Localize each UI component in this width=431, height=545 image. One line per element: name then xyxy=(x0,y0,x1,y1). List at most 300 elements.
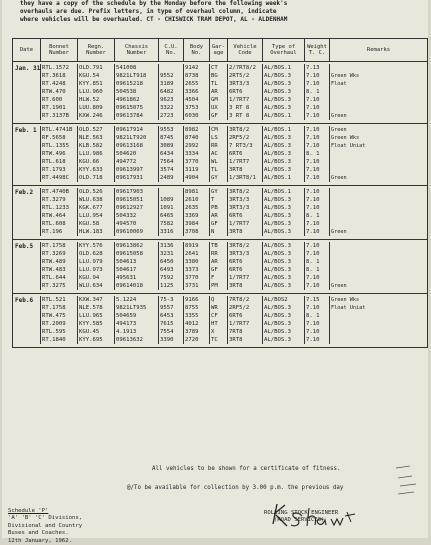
remarks-column xyxy=(330,296,427,344)
remarks-cell xyxy=(330,188,427,196)
weight-cell: 7.10 xyxy=(306,189,320,195)
overhaul-column xyxy=(263,64,305,120)
regn-cell: NLE.563 xyxy=(79,135,103,141)
body-cell: 8755 xyxy=(185,305,199,311)
body-cell: 3369 xyxy=(185,213,199,219)
remarks-cell xyxy=(330,250,427,258)
bonnet-column xyxy=(41,126,78,182)
handwritten-mark-icon xyxy=(390,462,428,506)
weight-cell: 7.10 xyxy=(306,73,320,79)
regn-cell: OLD.718 xyxy=(79,175,103,181)
cu-cell: 9557 xyxy=(160,305,174,311)
date-group xyxy=(13,240,427,294)
body-column xyxy=(184,188,210,236)
code-cell: 6RT6 xyxy=(229,313,243,319)
signature-title: ROLLING STOCK ENGINEER xyxy=(264,510,339,516)
chassis-cell: 504620 xyxy=(116,151,137,157)
code-cell: 1/7RT7 xyxy=(229,97,250,103)
chassis-cell: 504332 xyxy=(116,213,137,219)
regn-cell: HLW.183 xyxy=(79,229,103,235)
fitness-note: All vehicles to be shown for a certificate of fitness. xyxy=(152,466,341,472)
bonnet-cell: RTL.595 xyxy=(42,329,66,335)
cu-cell: 3231 xyxy=(160,251,174,257)
bonnet-cell: RT.1758 xyxy=(42,305,66,311)
remarks-cell xyxy=(330,320,427,328)
garage-cell: UX xyxy=(211,105,218,111)
remarks-cell xyxy=(330,220,427,228)
schedule-line: 12th January, 1962. xyxy=(8,537,72,544)
bonnet-cell: RTL.521 xyxy=(42,297,66,303)
remarks-cell: Green Wks xyxy=(331,297,360,303)
regn-cell: KYY.695 xyxy=(79,337,103,343)
overhaul-cell: AL/BOS.3 xyxy=(264,143,291,149)
chassis-cell: 09617903 xyxy=(116,189,143,195)
intro-text xyxy=(20,0,410,24)
garage-cell: Q xyxy=(211,297,215,303)
body-cell: 4504 xyxy=(185,97,199,103)
cu-cell: 3189 xyxy=(160,81,174,87)
remarks-column xyxy=(330,126,427,182)
garage-column xyxy=(210,242,228,290)
overhaul-cell: AL/BOS.3 xyxy=(264,81,291,87)
header-weight: Weight T. C. xyxy=(305,39,330,61)
garage-cell: GM xyxy=(211,97,218,103)
header-chassis: Chassis Number xyxy=(115,39,159,61)
garage-cell: WR xyxy=(211,305,218,311)
weight-cell: 8. 1 xyxy=(306,213,320,219)
bonnet-cell: RTL.4741B xyxy=(42,127,73,133)
date-cell xyxy=(13,188,41,236)
chassis-cell: 09613168 xyxy=(116,143,143,149)
weight-cell: 7.10 xyxy=(306,197,320,203)
code-cell: 3RT3/3 xyxy=(229,81,250,87)
overhaul-schedule-table xyxy=(12,38,428,348)
body-cell: 3731 xyxy=(185,283,199,289)
garage-cell: N xyxy=(211,229,215,235)
garage-cell: GF xyxy=(211,221,218,227)
chassis-cell: 504613 xyxy=(116,259,137,265)
overhaul-cell: AL/BOS.3 xyxy=(264,251,291,257)
garage-cell: TC xyxy=(211,337,218,343)
regn-cell: HLW.52 xyxy=(79,97,100,103)
overhaul-cell: AL/BOS.3 xyxy=(264,243,291,249)
regn-column xyxy=(78,296,115,344)
date-label: Feb.5 xyxy=(15,243,34,250)
weight-column xyxy=(305,126,330,182)
code-cell: 3RT8 xyxy=(229,167,243,173)
code-column xyxy=(228,242,263,290)
regn-cell: KXW.347 xyxy=(79,297,103,303)
header-remarks: Remarks xyxy=(366,46,391,53)
cu-cell: 2489 xyxy=(160,175,174,181)
remarks-cell xyxy=(330,88,427,96)
body-cell: 9166 xyxy=(185,297,199,303)
chassis-column xyxy=(115,188,159,236)
overhaul-cell: AL/BOS.3 xyxy=(264,283,291,289)
chassis-cell: 09615218 xyxy=(116,81,143,87)
weight-column xyxy=(305,296,330,344)
cu-cell: 7615 xyxy=(160,321,174,327)
schedule-line: Schedule 'P' xyxy=(8,508,49,514)
garage-cell: CT xyxy=(211,65,218,71)
chassis-cell: 5.1224 xyxy=(116,297,137,303)
remarks-cell xyxy=(330,328,427,336)
body-cell: 3789 xyxy=(185,329,199,335)
remarks-cell xyxy=(330,104,427,112)
remarks-cell xyxy=(330,274,427,282)
garage-cell: AR xyxy=(211,213,218,219)
regn-cell: LLU.965 xyxy=(79,313,103,319)
weight-cell: 7.10 xyxy=(306,159,320,165)
overhaul-cell: AL/BOS.3 xyxy=(264,305,291,311)
weight-cell: 7.10 xyxy=(306,175,320,181)
date-cell xyxy=(13,242,41,290)
overhaul-cell: AL/BOS.3 xyxy=(264,259,291,265)
remarks-cell xyxy=(330,196,427,204)
code-cell: 7RT8/2 xyxy=(229,297,250,303)
code-cell: 3RT8 xyxy=(229,229,243,235)
code-cell: 1/7RT7 xyxy=(229,321,250,327)
cu-cell: 3574 xyxy=(160,167,174,173)
remarks-cell: Float xyxy=(331,81,347,87)
weight-cell: 7.10 xyxy=(306,229,320,235)
cu-cell: 7564 xyxy=(160,159,174,165)
weight-cell: 7.10 xyxy=(306,105,320,111)
code-column xyxy=(228,126,263,182)
body-cell: 8919 xyxy=(185,243,199,249)
overhaul-cell: AL/BOS.3 xyxy=(264,159,291,165)
bonnet-column xyxy=(41,64,78,120)
body-cell: 3708 xyxy=(185,229,199,235)
weight-cell: 7.10 xyxy=(306,329,320,335)
intro-line: overhauls are due. Prefix letters, in type of overhaul column, indicate xyxy=(20,8,277,15)
overhaul-cell: AL/BOS.3 xyxy=(264,89,291,95)
regn-cell: KLB.582 xyxy=(79,143,103,149)
regn-cell: KGU.45 xyxy=(79,329,100,335)
date-cell xyxy=(13,64,41,120)
date-group xyxy=(13,124,427,186)
cu-cell: 3136 xyxy=(160,243,174,249)
regn-cell: OLD.628 xyxy=(79,251,103,257)
chassis-cell: 9821LT918 xyxy=(116,73,147,79)
code-cell: 3RT3/3 xyxy=(229,205,250,211)
signature-dept: (ROAD SERVICES) xyxy=(274,517,325,523)
body-cell: 8740 xyxy=(185,135,199,141)
chassis-column xyxy=(115,242,159,290)
code-cell: 3 RT 8 xyxy=(229,113,250,119)
chassis-cell: 09612927 xyxy=(116,205,143,211)
weight-cell: 7.13 xyxy=(306,65,320,71)
regn-cell: KYY.851 xyxy=(79,81,103,87)
code-cell: 7 RT3/3 xyxy=(229,143,253,149)
chassis-cell: 504538 xyxy=(116,89,137,95)
date-group xyxy=(13,62,427,124)
chassis-cell: 09614018 xyxy=(116,283,143,289)
regn-cell: KGU.58 xyxy=(79,221,100,227)
remarks-column xyxy=(330,242,427,290)
code-cell: 1/3RT8/1 xyxy=(229,175,256,181)
overhaul-cell: AL/BOS.3 xyxy=(264,229,291,235)
garage-cell: AR xyxy=(211,89,218,95)
weight-cell: 8. 1 xyxy=(306,151,320,157)
body-column xyxy=(184,126,210,182)
chassis-cell: 09610069 xyxy=(116,229,143,235)
remarks-column xyxy=(330,64,427,120)
remarks-cell: Green xyxy=(331,127,347,133)
body-cell: 3366 xyxy=(185,89,199,95)
garage-cell: LS xyxy=(211,135,218,141)
cu-column xyxy=(159,126,184,182)
chassis-cell: 09617914 xyxy=(116,127,143,133)
regn-column xyxy=(78,242,115,290)
overhaul-cell: AL/BOS.3 xyxy=(264,267,291,273)
overhaul-cell: AL/BOS.3 xyxy=(264,313,291,319)
garage-cell: RR xyxy=(211,143,218,149)
header-code: Vehicle Code xyxy=(228,39,263,61)
body-cell: 8738 xyxy=(185,73,199,79)
cu-cell: 75-3 xyxy=(160,297,174,303)
weight-column xyxy=(305,242,330,290)
overhaul-column xyxy=(263,242,305,290)
weight-cell: 8. 1 xyxy=(306,267,320,273)
weight-cell: 7.10 xyxy=(306,283,320,289)
code-cell: 1/7RT7 xyxy=(229,159,250,165)
header-body: Body No. xyxy=(184,39,210,61)
header-regn: Regn. Number xyxy=(78,39,115,61)
regn-column xyxy=(78,64,115,120)
regn-cell: LLU.954 xyxy=(79,213,103,219)
overhaul-cell: AL/BOS.3 xyxy=(264,213,291,219)
overhaul-column xyxy=(263,126,305,182)
bonnet-cell: RT.3137B xyxy=(42,113,69,119)
garage-cell: X xyxy=(211,329,215,335)
code-cell: 6RT6 xyxy=(229,151,243,157)
body-cell: 6030 xyxy=(185,113,199,119)
remarks-cell xyxy=(330,242,427,250)
intro-line: they have a copy of the schedule by the Monday before the following week's xyxy=(20,0,288,7)
chassis-column xyxy=(115,64,159,120)
cu-column xyxy=(159,242,184,290)
garage-cell: T xyxy=(211,197,215,203)
garage-cell: TB xyxy=(211,243,218,249)
weight-cell: 7.10 xyxy=(306,251,320,257)
bonnet-cell: RTL.644 xyxy=(42,275,66,281)
table-body xyxy=(13,62,427,347)
chassis-cell: 09613997 xyxy=(116,167,143,173)
weight-cell: 7.10 xyxy=(306,143,320,149)
code-cell: 3 RT 8 xyxy=(229,105,250,111)
overhaul-cell: AL/BOS.3 xyxy=(264,337,291,343)
regn-cell: KGU.94 xyxy=(79,275,100,281)
chassis-cell: 09615051 xyxy=(116,197,143,203)
weight-cell: 8. 1 xyxy=(306,89,320,95)
cu-column xyxy=(159,296,184,344)
code-cell: 1/7RT7 xyxy=(229,275,250,281)
code-cell: 2RT5/2 xyxy=(229,73,250,79)
chassis-cell: 494772 xyxy=(116,159,137,165)
remarks-cell xyxy=(330,64,427,72)
garage-cell: CF xyxy=(211,313,218,319)
weight-cell: 7.10 xyxy=(306,337,320,343)
regn-cell: KGU.54 xyxy=(79,73,100,79)
chassis-cell: 09613784 xyxy=(116,113,143,119)
remarks-cell: Green xyxy=(331,283,347,289)
garage-cell: RR xyxy=(211,251,218,257)
body-cell: 3770 xyxy=(185,275,199,281)
remarks-cell xyxy=(330,258,427,266)
code-cell: 3RT8/2 xyxy=(229,189,250,195)
body-cell: 3380 xyxy=(185,259,199,265)
bonnet-cell: RT.3618 xyxy=(42,73,66,79)
weight-cell: 8. 1 xyxy=(306,259,320,265)
bonnet-cell: RT.1840 xyxy=(42,337,66,343)
cu-cell: 7554 xyxy=(160,329,174,335)
remarks-cell: Float Uniat xyxy=(331,305,366,311)
garage-cell: PM xyxy=(211,283,218,289)
overhaul-cell: AL/BOS.1 xyxy=(264,65,291,71)
overhaul-cell: AL/BOS.3 xyxy=(264,97,291,103)
cu-cell: 3322 xyxy=(160,105,174,111)
bonnet-cell: RT.3279 xyxy=(42,197,66,203)
cu-cell: 3316 xyxy=(160,229,174,235)
cu-cell: 9552 xyxy=(160,73,174,79)
intro-line: where vehicles will be overhauled. CT - CHISWICK TRAM DEPOT, AL - ALDENHAM xyxy=(20,16,288,23)
overhaul-cell: AL/BOS.3 xyxy=(264,167,291,173)
code-cell: 6RT6 xyxy=(229,213,243,219)
bonnet-cell: RTL.608 xyxy=(42,221,66,227)
regn-cell: WLU.634 xyxy=(79,283,103,289)
garage-column xyxy=(210,64,228,120)
weight-cell: 7.10 xyxy=(306,97,320,103)
chassis-cell: 541008 xyxy=(116,65,137,71)
code-column xyxy=(228,64,263,120)
garage-cell: CM xyxy=(211,127,218,133)
chassis-cell: 09615075 xyxy=(116,105,143,111)
chassis-cell: 504659 xyxy=(116,313,137,319)
overhaul-cell: AL/BOS.3 xyxy=(264,105,291,111)
body-cell: 2720 xyxy=(185,337,199,343)
chassis-cell: 4.1913 xyxy=(116,329,137,335)
bonnet-cell: RT.1793 xyxy=(42,167,66,173)
garage-cell: TL xyxy=(211,167,218,173)
regn-cell: KGK.677 xyxy=(79,205,103,211)
overhaul-cell: AL/BOS.3 xyxy=(264,275,291,281)
overhaul-cell: AL/BOS.1 xyxy=(264,189,291,195)
chassis-cell: 9821LT920 xyxy=(116,135,147,141)
regn-cell: KYY.633 xyxy=(79,167,103,173)
header-garage: Gar-age xyxy=(210,39,228,61)
cu-cell: 9553 xyxy=(160,127,174,133)
bonnet-cell: RT.1901 xyxy=(42,105,66,111)
garage-cell: HT xyxy=(211,321,218,327)
code-cell: 3RT3/3 xyxy=(229,197,250,203)
overhaul-cell: AL/BOS.3 xyxy=(264,73,291,79)
date-cell xyxy=(13,296,41,344)
date-group xyxy=(13,186,427,240)
code-cell: 6RT6 xyxy=(229,267,243,273)
cu-column xyxy=(159,188,184,236)
cu-cell: 3089 xyxy=(160,143,174,149)
garage-cell: AR xyxy=(211,259,218,265)
code-cell: 3RT8/2 xyxy=(229,127,250,133)
body-cell: 9142 xyxy=(185,65,199,71)
code-cell: 3RT8 xyxy=(229,283,243,289)
chassis-cell: 09613632 xyxy=(116,337,143,343)
code-cell: 6RT6 xyxy=(229,259,243,265)
code-column xyxy=(228,188,263,236)
remarks-cell xyxy=(330,266,427,274)
bonnet-cell: RTW.475 xyxy=(42,313,66,319)
remarks-cell: Green Wks xyxy=(331,73,360,79)
chassis-column xyxy=(115,126,159,182)
bonnet-cell: RF.5658 xyxy=(42,135,66,141)
cu-cell: 6450 xyxy=(160,259,174,265)
remarks-cell: Float Uniat xyxy=(331,143,366,149)
cu-cell: 3390 xyxy=(160,337,174,343)
weight-cell: 7.10 xyxy=(306,127,320,133)
bonnet-cell: RT.2009 xyxy=(42,321,66,327)
body-cell: 2610 xyxy=(185,197,199,203)
overhaul-cell: AL/BOS.3 xyxy=(264,205,291,211)
body-cell: 8981 xyxy=(185,189,199,195)
weight-cell: 7.10 xyxy=(306,221,320,227)
chassis-cell: 09615058 xyxy=(116,251,143,257)
header-overhaul: Type of Overhaul xyxy=(263,39,305,61)
body-cell: 2635 xyxy=(185,205,199,211)
bonnet-cell: RTW.489 xyxy=(42,259,66,265)
code-cell: 3RT3/3 xyxy=(229,251,250,257)
garage-cell: GF xyxy=(211,113,218,119)
bonnet-cell: RTW.496 xyxy=(42,151,66,157)
code-cell: 6RT6 xyxy=(229,89,243,95)
regn-cell: LLU.973 xyxy=(79,267,103,273)
date-label: Jan. 31 xyxy=(15,65,40,72)
body-column xyxy=(184,296,210,344)
regn-cell: OLD.526 xyxy=(79,189,103,195)
code-column xyxy=(228,296,263,344)
chassis-cell: 4961862 xyxy=(116,97,140,103)
garage-column xyxy=(210,296,228,344)
garage-cell: PB xyxy=(211,205,218,211)
table-header xyxy=(13,39,427,62)
weight-cell: 7.10 xyxy=(306,167,320,173)
overhaul-cell: AL/BOS.3 xyxy=(264,221,291,227)
date-label: Feb. 1 xyxy=(15,127,37,134)
schedule-reference xyxy=(8,508,82,545)
weight-cell: 7.10 xyxy=(306,305,320,311)
code-cell: 7RT8 xyxy=(229,329,243,335)
body-column xyxy=(184,64,210,120)
weight-cell: 7.15 xyxy=(306,297,320,303)
overhaul-cell: AL/BOS.3 xyxy=(264,197,291,203)
signature-block xyxy=(264,510,338,524)
body-cell: 2992 xyxy=(185,143,199,149)
code-cell: 2/7RT8/2 xyxy=(229,65,256,71)
cu-cell: 2723 xyxy=(160,113,174,119)
bonnet-cell: RTW.470 xyxy=(42,89,66,95)
remarks-cell xyxy=(330,212,427,220)
bonnet-cell: RT.4248 xyxy=(42,81,66,87)
cu-cell: 6482 xyxy=(160,89,174,95)
overhaul-column xyxy=(263,296,305,344)
garage-cell: GY xyxy=(211,189,218,195)
bonnet-cell: RT.1758 xyxy=(42,243,66,249)
remarks-cell: Green xyxy=(331,175,347,181)
chassis-column xyxy=(115,296,159,344)
body-cell: 3770 xyxy=(185,159,199,165)
code-cell: 3RT8 xyxy=(229,337,243,343)
remarks-cell: Green Wks xyxy=(331,135,360,141)
